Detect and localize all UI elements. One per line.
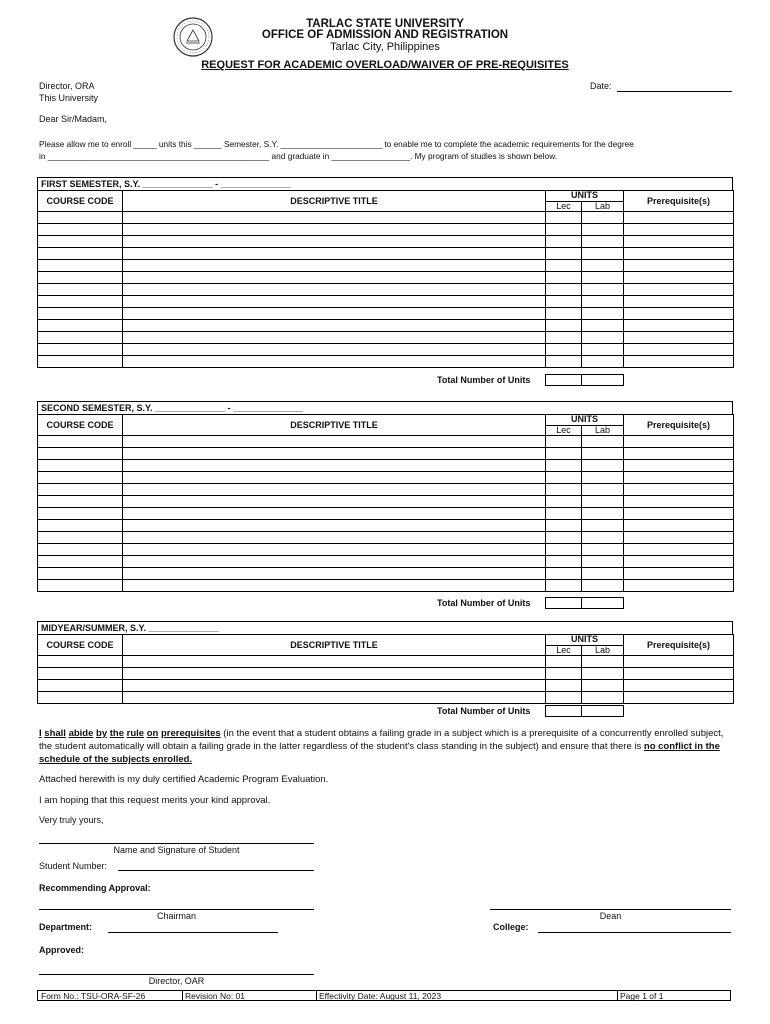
course-code-cell[interactable] bbox=[38, 436, 123, 448]
title-cell[interactable] bbox=[123, 656, 546, 668]
prereq-cell[interactable] bbox=[624, 544, 734, 556]
lab-cell[interactable] bbox=[582, 556, 624, 568]
second-total-label: Total Number of Units bbox=[437, 598, 531, 608]
table-row bbox=[38, 460, 734, 472]
prereq-cell[interactable] bbox=[624, 568, 734, 580]
approved-label: Approved: bbox=[39, 945, 84, 955]
table-row bbox=[38, 668, 734, 680]
lec-cell[interactable] bbox=[546, 568, 582, 580]
course-code-cell[interactable] bbox=[38, 448, 123, 460]
first-semester-title: FIRST SEMESTER, S.Y. ______________ - ______________ bbox=[37, 177, 733, 191]
revision-number: Revision No: 01 bbox=[185, 991, 246, 1001]
course-code-cell[interactable] bbox=[38, 668, 123, 680]
prereq-cell[interactable] bbox=[624, 508, 734, 520]
title-cell[interactable] bbox=[123, 520, 546, 532]
stmt-body: (in the event that a student obtains a failing grade in a subject which is a prerequisite of a concurrently enrolled subject, the student automatically will obtain a failing grade in the latter regardless of the student's class standing in the subject) and ensure that there is bbox=[39, 728, 724, 752]
prereq-cell[interactable] bbox=[624, 212, 734, 224]
course-code-cell[interactable] bbox=[38, 680, 123, 692]
header-course-code: COURSE CODE bbox=[38, 415, 123, 436]
table-row bbox=[38, 296, 734, 308]
title-cell[interactable] bbox=[123, 284, 546, 296]
course-code-cell[interactable] bbox=[38, 248, 123, 260]
second-total-lab[interactable] bbox=[581, 597, 624, 609]
course-code-cell[interactable] bbox=[38, 520, 123, 532]
lec-cell[interactable] bbox=[546, 356, 582, 368]
table-row bbox=[38, 308, 734, 320]
request-line-2: in ________________________________________________ and graduate in _________________. My program of studies is shown below. bbox=[39, 151, 558, 161]
table-row bbox=[38, 472, 734, 484]
header-lab: Lab bbox=[582, 201, 624, 212]
summer-title: MIDYEAR/SUMMER, S.Y. ______________ bbox=[37, 621, 733, 635]
summer-total-lec[interactable] bbox=[545, 705, 582, 717]
header-units: UNITS bbox=[546, 635, 624, 646]
student-number-field[interactable] bbox=[118, 870, 314, 871]
prereq-cell[interactable] bbox=[624, 460, 734, 472]
title-cell[interactable] bbox=[123, 556, 546, 568]
first-semester-table bbox=[37, 190, 734, 368]
table-row bbox=[38, 356, 734, 368]
table-row bbox=[38, 248, 734, 260]
title-cell[interactable] bbox=[123, 448, 546, 460]
course-code-cell[interactable] bbox=[38, 568, 123, 580]
lec-cell[interactable] bbox=[546, 472, 582, 484]
header-descriptive-title: DESCRIPTIVE TITLE bbox=[123, 191, 546, 212]
title-cell[interactable] bbox=[123, 296, 546, 308]
dean-signature-line[interactable] bbox=[490, 909, 731, 910]
table-row bbox=[38, 556, 734, 568]
lec-cell[interactable] bbox=[546, 224, 582, 236]
prereq-cell[interactable] bbox=[624, 236, 734, 248]
prereq-cell[interactable] bbox=[624, 284, 734, 296]
first-total-lec[interactable] bbox=[545, 374, 582, 386]
table-row bbox=[38, 260, 734, 272]
lec-cell[interactable] bbox=[546, 520, 582, 532]
title-cell[interactable] bbox=[123, 436, 546, 448]
stmt-word: by bbox=[96, 728, 108, 739]
course-code-cell[interactable] bbox=[38, 656, 123, 668]
college-label: College: bbox=[493, 922, 529, 932]
lab-cell[interactable] bbox=[582, 284, 624, 296]
title-cell[interactable] bbox=[123, 272, 546, 284]
director-signature-line[interactable] bbox=[39, 974, 314, 975]
table-row bbox=[38, 332, 734, 344]
summer-table bbox=[37, 634, 734, 704]
table-row bbox=[38, 544, 734, 556]
first-total-label: Total Number of Units bbox=[437, 375, 531, 385]
prereq-cell[interactable] bbox=[624, 296, 734, 308]
prereq-cell[interactable] bbox=[624, 668, 734, 680]
lec-cell[interactable] bbox=[546, 296, 582, 308]
table-row bbox=[38, 692, 734, 704]
prereq-cell[interactable] bbox=[624, 448, 734, 460]
table-row bbox=[38, 580, 734, 592]
title-cell[interactable] bbox=[123, 356, 546, 368]
title-cell[interactable] bbox=[123, 212, 546, 224]
prereq-cell[interactable] bbox=[624, 344, 734, 356]
lec-cell[interactable] bbox=[546, 508, 582, 520]
lab-cell[interactable] bbox=[582, 460, 624, 472]
addressee-line-2: This University bbox=[39, 93, 99, 103]
course-code-cell[interactable] bbox=[38, 532, 123, 544]
course-code-cell[interactable] bbox=[38, 308, 123, 320]
prereq-cell[interactable] bbox=[624, 484, 734, 496]
course-code-cell[interactable] bbox=[38, 580, 123, 592]
prereq-cell[interactable] bbox=[624, 248, 734, 260]
header-lec: Lec bbox=[546, 425, 582, 436]
header-course-code: COURSE CODE bbox=[38, 635, 123, 656]
lec-cell[interactable] bbox=[546, 284, 582, 296]
lec-cell[interactable] bbox=[546, 656, 582, 668]
lab-cell[interactable] bbox=[582, 332, 624, 344]
header-prerequisites: Prerequisite(s) bbox=[624, 635, 734, 656]
second-total-lec[interactable] bbox=[545, 597, 582, 609]
second-semester-table bbox=[37, 414, 734, 592]
prereq-cell[interactable] bbox=[624, 520, 734, 532]
table-row bbox=[38, 284, 734, 296]
table-row bbox=[38, 656, 734, 668]
lab-cell[interactable] bbox=[582, 224, 624, 236]
director-label: Director, OAR bbox=[148, 976, 205, 986]
title-cell[interactable] bbox=[123, 544, 546, 556]
student-number-label: Student Number: bbox=[39, 861, 108, 871]
prereq-cell[interactable] bbox=[624, 556, 734, 568]
student-name-label: Name and Signature of Student bbox=[113, 845, 240, 855]
effectivity-date: Effectivity Date: August 11, 2023 bbox=[319, 991, 442, 1001]
first-total-lab[interactable] bbox=[581, 374, 624, 386]
lec-cell[interactable] bbox=[546, 344, 582, 356]
request-line-1: Please allow me to enroll _____ units this ______ Semester, S.Y. ______________________ to enable me to complete the academic requirements for the degree bbox=[39, 139, 634, 149]
date-field[interactable] bbox=[617, 91, 732, 92]
lab-cell[interactable] bbox=[582, 692, 624, 704]
table-row bbox=[38, 344, 734, 356]
table-row bbox=[38, 496, 734, 508]
lec-cell[interactable] bbox=[546, 580, 582, 592]
lab-cell[interactable] bbox=[582, 236, 624, 248]
lab-cell[interactable] bbox=[582, 356, 624, 368]
stmt-word: prerequisites bbox=[160, 728, 221, 739]
course-code-cell[interactable] bbox=[38, 460, 123, 472]
lab-cell[interactable] bbox=[582, 296, 624, 308]
stmt-word: I bbox=[39, 728, 42, 739]
course-code-cell[interactable] bbox=[38, 320, 123, 332]
stmt-word: abide bbox=[68, 728, 94, 739]
lec-cell[interactable] bbox=[546, 680, 582, 692]
lab-cell[interactable] bbox=[582, 668, 624, 680]
office-location: Tarlac City, Philippines bbox=[330, 41, 440, 53]
table-row bbox=[38, 236, 734, 248]
lab-cell[interactable] bbox=[582, 484, 624, 496]
course-code-cell[interactable] bbox=[38, 472, 123, 484]
lec-cell[interactable] bbox=[546, 248, 582, 260]
stmt-word: rule bbox=[126, 728, 145, 739]
title-cell[interactable] bbox=[123, 680, 546, 692]
course-code-cell[interactable] bbox=[38, 272, 123, 284]
student-signature-line[interactable] bbox=[39, 843, 314, 844]
header-lab: Lab bbox=[582, 425, 624, 436]
prereq-cell[interactable] bbox=[624, 656, 734, 668]
title-cell[interactable] bbox=[123, 248, 546, 260]
lab-cell[interactable] bbox=[582, 260, 624, 272]
title-cell[interactable] bbox=[123, 332, 546, 344]
department-field[interactable] bbox=[108, 932, 278, 933]
header-lec: Lec bbox=[546, 201, 582, 212]
header-lec: Lec bbox=[546, 645, 582, 656]
course-code-cell[interactable] bbox=[38, 556, 123, 568]
course-code-cell[interactable] bbox=[38, 496, 123, 508]
lab-cell[interactable] bbox=[582, 436, 624, 448]
department-label: Department: bbox=[39, 922, 93, 932]
course-code-cell[interactable] bbox=[38, 296, 123, 308]
title-cell[interactable] bbox=[123, 580, 546, 592]
title-cell[interactable] bbox=[123, 532, 546, 544]
prereq-cell[interactable] bbox=[624, 472, 734, 484]
attached-note: Attached herewith is my duly certified Academic Program Evaluation. bbox=[39, 774, 329, 785]
header-descriptive-title: DESCRIPTIVE TITLE bbox=[123, 415, 546, 436]
stmt-no-conflict: no conflict in the schedule of the subjects enrolled. bbox=[39, 741, 720, 765]
course-code-cell[interactable] bbox=[38, 344, 123, 356]
table-row bbox=[38, 520, 734, 532]
course-code-cell[interactable] bbox=[38, 692, 123, 704]
form-title: REQUEST FOR ACADEMIC OVERLOAD/WAIVER OF PRE-REQUISITES bbox=[201, 59, 569, 71]
table-row bbox=[38, 212, 734, 224]
prereq-cell[interactable] bbox=[624, 224, 734, 236]
lab-cell[interactable] bbox=[582, 580, 624, 592]
date-label: Date: bbox=[590, 81, 612, 91]
course-code-cell[interactable] bbox=[38, 332, 123, 344]
lec-cell[interactable] bbox=[546, 212, 582, 224]
prereq-cell[interactable] bbox=[624, 260, 734, 272]
table-row bbox=[38, 532, 734, 544]
lec-cell[interactable] bbox=[546, 532, 582, 544]
prerequisite-statement bbox=[39, 727, 733, 766]
stmt-word: shall bbox=[44, 728, 66, 739]
course-code-cell[interactable] bbox=[38, 236, 123, 248]
prereq-cell[interactable] bbox=[624, 496, 734, 508]
prereq-cell[interactable] bbox=[624, 580, 734, 592]
prereq-cell[interactable] bbox=[624, 320, 734, 332]
table-row bbox=[38, 568, 734, 580]
prereq-cell[interactable] bbox=[624, 308, 734, 320]
chairman-signature-line[interactable] bbox=[39, 909, 314, 910]
course-code-cell[interactable] bbox=[38, 544, 123, 556]
lab-cell[interactable] bbox=[582, 496, 624, 508]
prereq-cell[interactable] bbox=[624, 692, 734, 704]
prereq-cell[interactable] bbox=[624, 680, 734, 692]
lab-cell[interactable] bbox=[582, 532, 624, 544]
page-number: Page 1 of 1 bbox=[620, 991, 664, 1001]
lab-cell[interactable] bbox=[582, 308, 624, 320]
title-cell[interactable] bbox=[123, 668, 546, 680]
lec-cell[interactable] bbox=[546, 436, 582, 448]
lec-cell[interactable] bbox=[546, 448, 582, 460]
summer-total-label: Total Number of Units bbox=[437, 706, 531, 716]
prereq-cell[interactable] bbox=[624, 356, 734, 368]
college-field[interactable] bbox=[538, 932, 731, 933]
title-cell[interactable] bbox=[123, 460, 546, 472]
form-number: Form No.: TSU-ORA-SF-26 bbox=[41, 991, 146, 1001]
university-name: TARLAC STATE UNIVERSITY bbox=[306, 18, 464, 30]
prereq-cell[interactable] bbox=[624, 272, 734, 284]
lec-cell[interactable] bbox=[546, 260, 582, 272]
course-code-cell[interactable] bbox=[38, 284, 123, 296]
table-row bbox=[38, 272, 734, 284]
addressee-line-1: Director, ORA bbox=[39, 81, 95, 91]
lab-cell[interactable] bbox=[582, 272, 624, 284]
lec-cell[interactable] bbox=[546, 668, 582, 680]
lec-cell[interactable] bbox=[546, 484, 582, 496]
lec-cell[interactable] bbox=[546, 308, 582, 320]
title-cell[interactable] bbox=[123, 308, 546, 320]
lab-cell[interactable] bbox=[582, 508, 624, 520]
title-cell[interactable] bbox=[123, 484, 546, 496]
header-prerequisites: Prerequisite(s) bbox=[624, 191, 734, 212]
lec-cell[interactable] bbox=[546, 692, 582, 704]
hoping-note: I am hoping that this request merits your kind approval. bbox=[39, 795, 271, 806]
closing: Very truly yours, bbox=[39, 815, 104, 825]
lab-cell[interactable] bbox=[582, 680, 624, 692]
lec-cell[interactable] bbox=[546, 236, 582, 248]
course-code-cell[interactable] bbox=[38, 260, 123, 272]
lec-cell[interactable] bbox=[546, 544, 582, 556]
title-cell[interactable] bbox=[123, 320, 546, 332]
form-footer bbox=[37, 990, 731, 1001]
table-row bbox=[38, 224, 734, 236]
stmt-word: on bbox=[146, 728, 159, 739]
lab-cell[interactable] bbox=[582, 344, 624, 356]
title-cell[interactable] bbox=[123, 236, 546, 248]
recommending-label: Recommending Approval: bbox=[39, 883, 151, 893]
summer-total-lab[interactable] bbox=[581, 705, 624, 717]
course-code-cell[interactable] bbox=[38, 508, 123, 520]
lab-cell[interactable] bbox=[582, 656, 624, 668]
lab-cell[interactable] bbox=[582, 320, 624, 332]
lab-cell[interactable] bbox=[582, 568, 624, 580]
prereq-cell[interactable] bbox=[624, 332, 734, 344]
header-course-code: COURSE CODE bbox=[38, 191, 123, 212]
office-name: OFFICE OF ADMISSION AND REGISTRATION bbox=[261, 29, 509, 41]
lec-cell[interactable] bbox=[546, 272, 582, 284]
chairman-label: Chairman bbox=[156, 911, 196, 921]
title-cell[interactable] bbox=[123, 224, 546, 236]
title-cell[interactable] bbox=[123, 260, 546, 272]
salutation: Dear Sir/Madam, bbox=[39, 114, 108, 124]
lec-cell[interactable] bbox=[546, 320, 582, 332]
table-row bbox=[38, 436, 734, 448]
prereq-cell[interactable] bbox=[624, 436, 734, 448]
course-code-cell[interactable] bbox=[38, 356, 123, 368]
table-row bbox=[38, 484, 734, 496]
course-code-cell[interactable] bbox=[38, 224, 123, 236]
title-cell[interactable] bbox=[123, 568, 546, 580]
table-row bbox=[38, 320, 734, 332]
title-cell[interactable] bbox=[123, 496, 546, 508]
lab-cell[interactable] bbox=[582, 448, 624, 460]
header-prerequisites: Prerequisite(s) bbox=[624, 415, 734, 436]
second-semester-title: SECOND SEMESTER, S.Y. ______________ - ______________ bbox=[37, 401, 733, 415]
lab-cell[interactable] bbox=[582, 472, 624, 484]
title-cell[interactable] bbox=[123, 344, 546, 356]
title-cell[interactable] bbox=[123, 472, 546, 484]
lec-cell[interactable] bbox=[546, 460, 582, 472]
course-code-cell[interactable] bbox=[38, 212, 123, 224]
header-descriptive-title: DESCRIPTIVE TITLE bbox=[123, 635, 546, 656]
header-units: UNITS bbox=[546, 191, 624, 202]
stmt-word: the bbox=[109, 728, 125, 739]
dean-label: Dean bbox=[599, 911, 622, 921]
lec-cell[interactable] bbox=[546, 496, 582, 508]
prereq-cell[interactable] bbox=[624, 532, 734, 544]
title-cell[interactable] bbox=[123, 692, 546, 704]
header-lab: Lab bbox=[582, 645, 624, 656]
table-row bbox=[38, 680, 734, 692]
header-units: UNITS bbox=[546, 415, 624, 426]
lab-cell[interactable] bbox=[582, 212, 624, 224]
title-cell[interactable] bbox=[123, 508, 546, 520]
lab-cell[interactable] bbox=[582, 248, 624, 260]
table-row bbox=[38, 508, 734, 520]
table-row bbox=[38, 448, 734, 460]
lab-cell[interactable] bbox=[582, 520, 624, 532]
course-code-cell[interactable] bbox=[38, 484, 123, 496]
lab-cell[interactable] bbox=[582, 544, 624, 556]
lec-cell[interactable] bbox=[546, 332, 582, 344]
lec-cell[interactable] bbox=[546, 556, 582, 568]
